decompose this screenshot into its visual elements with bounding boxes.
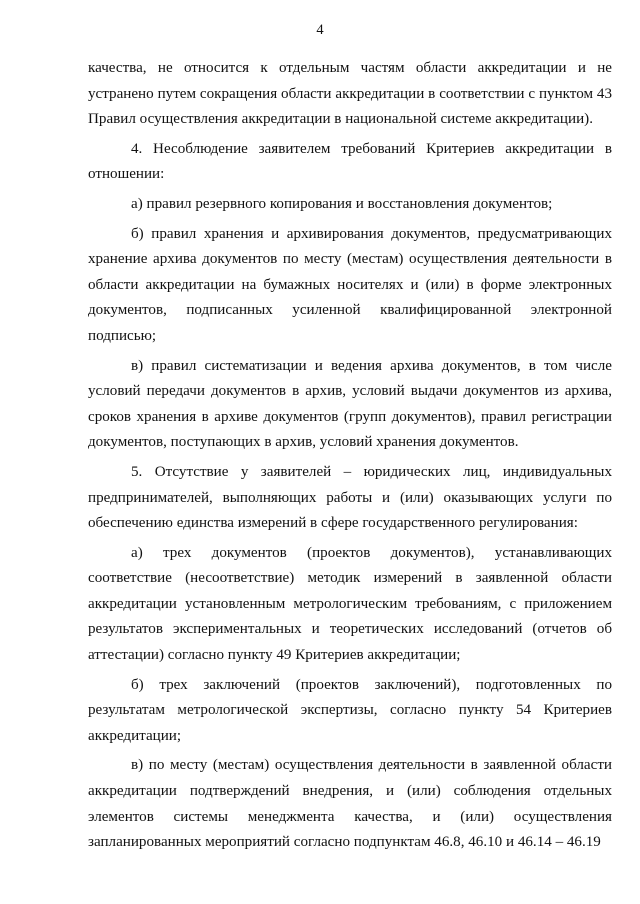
paragraph-continuation: качества, не относится к отдельным частям области аккредитации и не устранено путем сокращения области аккредитации в соответствии с пунктом 43 Правил осуществления аккредитации в национальной системе аккредитации). bbox=[88, 60, 612, 128]
page-number: 4 bbox=[316, 22, 324, 38]
paragraph-item-4: 4. Несоблюдение заявителем требований Критериев аккредитации в отношении: bbox=[88, 140, 612, 183]
document-body bbox=[88, 56, 612, 856]
paragraph-item-4b: б) правил хранения и архивирования документов, предусматривающих хранение архива документов по месту (местам) осуществления деятельности в области аккредитации на бумажных носителях и (или) в форме электронных документов, подписанных усиленной квалифицированной электронной подписью; bbox=[88, 225, 612, 344]
paragraph-item-5v: в) по месту (местам) осуществления деятельности в заявленной области аккредитации подтверждений внедрения, и (или) соблюдения отдельных элементов системы менеджмента качества, и (или) осуществления запланированных мероприятий согласно подпунктам 46.8, 46.10 и 46.14 – 46.19 bbox=[88, 757, 612, 851]
paragraph-item-4v: в) правил систематизации и ведения архива документов, в том числе условий передачи документов в архив, условий выдачи документов из архива, сроков хранения в архиве документов (групп документов), правил регистрации документов, поступающих в архив, условий хранения документов. bbox=[88, 357, 612, 451]
paragraph-item-5a: а) трех документов (проектов документов), устанавливающих соответствие (несоответствие) методик измерений в заявленной области аккредитации установленным метрологическим требованиям, с приложением результатов экспериментальных и теоретических исследований (отчетов об аттестации) согласно пункту 49 Критериев аккредитации; bbox=[88, 544, 612, 664]
paragraph-item-4a: а) правил резервного копирования и восстановления документов; bbox=[131, 195, 553, 212]
paragraph-item-5b: б) трех заключений (проектов заключений), подготовленных по результатам метрологической экспертизы, согласно пункту 54 Критериев аккредитации; bbox=[88, 676, 612, 744]
paragraph-item-5: 5. Отсутствие у заявителей – юридических лиц, индивидуальных предпринимателей, выполняющих работы и (или) оказывающих услуги по обеспечению единства измерений в сфере государственного регулирования: bbox=[88, 463, 612, 532]
